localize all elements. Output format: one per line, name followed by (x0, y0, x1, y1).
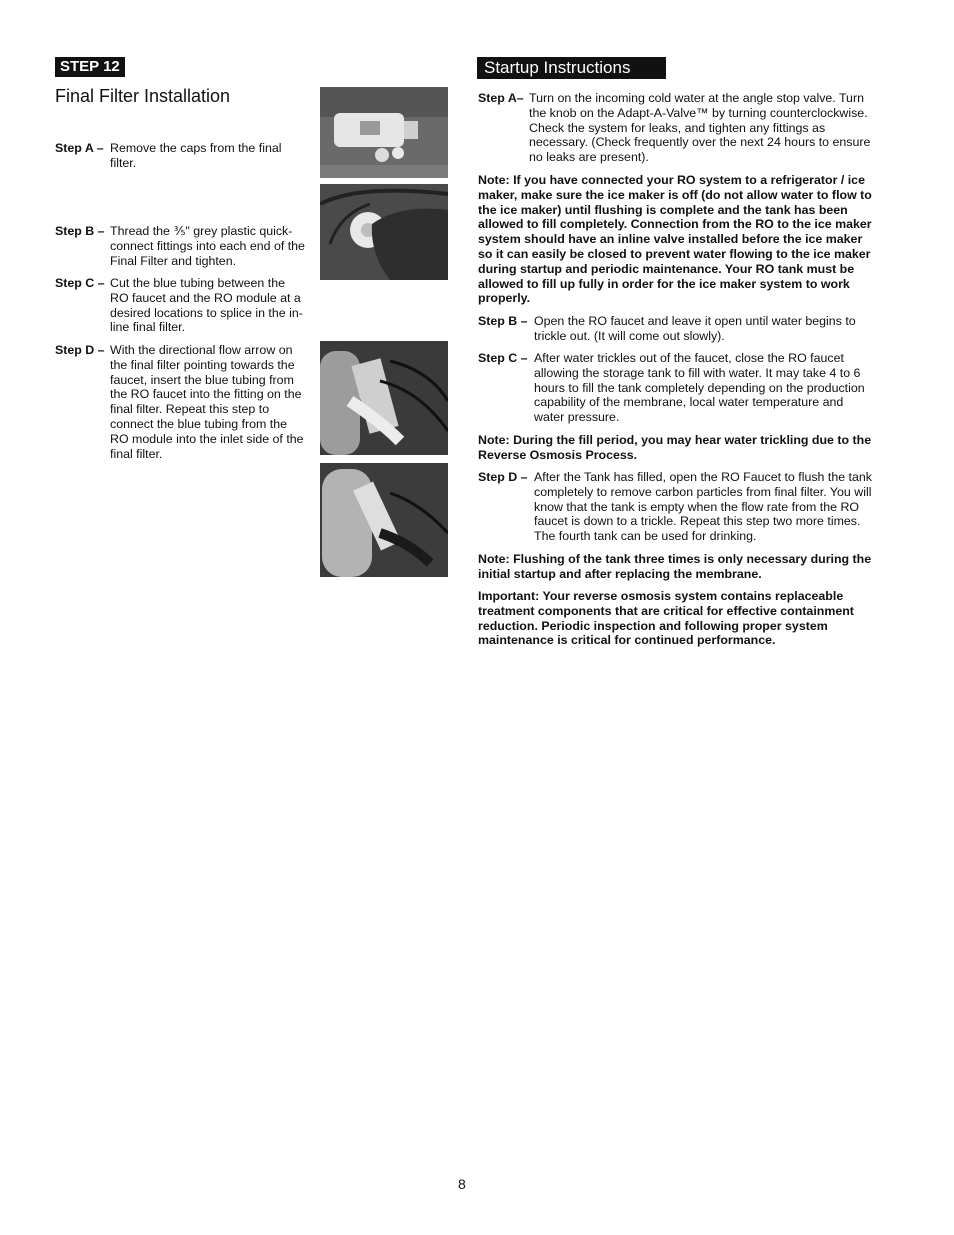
section-title-final-filter: Final Filter Installation (55, 86, 231, 106)
step-text: Open the RO faucet and leave it open until water begins to trickle out. (It will come out slowly). (534, 314, 856, 343)
photo-connect-tubing (320, 463, 448, 577)
step-text: Remove the caps from the final filter. (110, 141, 282, 170)
step-label: Step A– (478, 91, 524, 105)
photo-final-filter-caps (320, 87, 448, 178)
step-text: After water trickles out of the faucet, close the RO faucet allowing the storage tank to fill with water. It may take 4 to 6 hours to fill the tank completely depending on the production capability of the membrane, local water temperature and water pressure. (534, 351, 865, 425)
photo-cut-tubing (320, 341, 448, 455)
step-text: Cut the blue tubing between the RO faucet and the RO module at a desired locations to splice in the in-line final filter. (110, 276, 303, 335)
step-label: Step C – (478, 351, 528, 365)
step-text: With the directional flow arrow on the final filter pointing towards the faucet, insert the blue tubing from the RO faucet into the fitting on the final filter. Repeat this step to connect the blue tubing from the RO module into the inlet side of the final filter. (110, 343, 304, 461)
step-label: Step A – (55, 141, 104, 155)
step-label: Step C – (55, 276, 105, 290)
step-badge: STEP 12 (55, 57, 125, 77)
important-notice: Important: Your reverse osmosis system contains replaceable treatment components that are critical for effective containment reduction. Periodic inspection and following proper system maintenance is critical for continued performance. (478, 589, 854, 648)
step-label: Step D – (478, 470, 528, 484)
left-step-b (55, 224, 305, 268)
left-step-c (55, 276, 305, 335)
step-text: Thread the ⅗" grey plastic quick-connect fittings into each end of the Final Filter and tighten. (110, 224, 305, 268)
note-ice-maker: Note: If you have connected your RO system to a refrigerator / ice maker, make sure the ice maker is off (do not allow water to flow to the ice maker) until flushing is complete and the tank has been allowed to fill completely. Connection from the RO to the ice maker system should have an inline valve installed before the ice maker so it can easily be closed to prevent water flowing to the ice maker during startup and periodic maintenance. Your RO tank must be allowed to fill up fully in order for the ice maker system to work properly. (478, 173, 872, 306)
left-step-a (55, 141, 305, 171)
step-text: Turn on the incoming cold water at the angle stop valve. Turn the knob on the Adapt-A-Valve™ by turning counterclockwise. Check the system for leaks, and tighten any fittings as necessary. (Check frequently over the next 24 hours to ensure no leaks are present). (529, 91, 871, 165)
step-label: Step B – (55, 224, 105, 238)
section-title-startup: Startup Instructions (477, 57, 666, 79)
left-step-d (55, 343, 305, 461)
startup-step-d (478, 470, 873, 544)
startup-step-b (478, 314, 873, 344)
step-label: Step D – (55, 343, 105, 357)
step-label: Step B – (478, 314, 528, 328)
startup-step-c (478, 351, 873, 425)
page-number: 8 (458, 1176, 466, 1192)
note-fill-period: Note: During the fill period, you may hear water trickling due to the Reverse Osmosis Process. (478, 433, 872, 462)
startup-step-a (478, 91, 873, 165)
step-text: After the Tank has filled, open the RO Faucet to flush the tank completely to remove carbon particles from final filter. You will know that the tank is empty when the flow rate from the RO faucet is down to a trickle. Repeat this step two more times. The fourth tank can be used for drinking. (534, 470, 872, 544)
note-flushing: Note: Flushing of the tank three times is only necessary during the initial startup and after replacing the membrane. (478, 552, 872, 581)
photo-thread-fittings (320, 184, 448, 280)
